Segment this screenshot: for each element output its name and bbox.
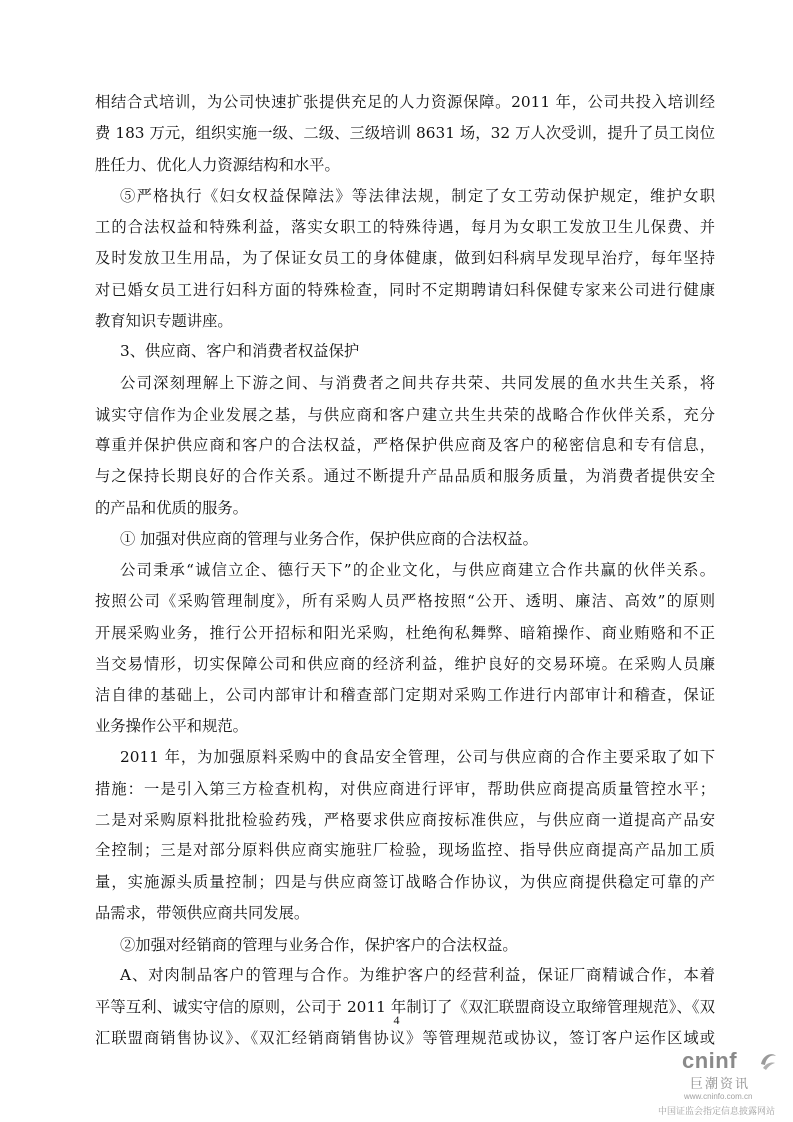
text-line: 开展采购业务，推行公开招标和阳光采购，杜绝徇私舞弊、暗箱操作、商业贿赂和不正: [95, 624, 715, 642]
text-line: 汇联盟商销售协议》、《双汇经销商销售协议》等管理规范或协议，签订客户运作区域或: [95, 1029, 715, 1047]
cninfo-footer-text: 中国证监会指定信息披露网站: [658, 1107, 776, 1117]
cninfo-logo-cn: 巨潮资讯: [690, 1077, 751, 1092]
text-line: 当交易情形，切实保障公司和供应商的经济利益，维护良好的交易环境。在采购人员廉: [95, 655, 715, 673]
text-line: 费 183 万元，组织实施一级、二级、三级培训 8631 场，32 万人次受训，提升了员工岗位: [95, 124, 715, 142]
text-line: 全控制；三是对部分原料供应商实施驻厂检验，现场监控、指导供应商提高产品加工质: [95, 841, 715, 859]
text-line: 诚实守信作为企业发展之基，与供应商和客户建立共生共荣的战略合作伙伴关系，充分: [95, 406, 715, 424]
text-line: 按照公司《采购管理制度》，所有采购人员严格按照“公开、透明、廉洁、高效”的原则: [95, 592, 715, 610]
text-line: 公司秉承“诚信立企、德行天下”的企业文化，与供应商建立合作共赢的伙伴关系。: [120, 561, 715, 579]
text-line: 的产品和优质的服务。: [95, 499, 248, 517]
text-line: 教育知识专题讲座。: [95, 312, 233, 330]
page-number: 4: [393, 1013, 400, 1027]
text-line: 与之保持长期良好的合作关系。通过不断提升产品品质和服务质量，为消费者提供安全: [95, 467, 715, 485]
text-line: 量，实施源头质量控制；四是与供应商签订战略合作协议，为供应商提供稳定可靠的产: [95, 873, 715, 891]
text-line: 及时发放卫生用品，为了保证女员工的身体健康，做到妇科病早发现早治疗，每年坚持: [95, 249, 715, 267]
cninfo-logo-text: cninf: [682, 1048, 738, 1073]
text-line: 2011 年，为加强原料采购中的食品安全管理，公司与供应商的合作主要采取了如下: [120, 748, 715, 766]
text-line: 二是对采购原料批批检验药残，严格要求供应商按标准供应，与供应商一道提高产品安: [95, 811, 715, 829]
text-line: 业务操作公平和规范。: [95, 717, 248, 735]
cninfo-url: www.cninfo.com.cn: [684, 1092, 753, 1101]
text-line: 胜任力、优化人力资源结构和水平。: [95, 156, 340, 174]
text-line: 公司深刻理解上下游之间、与消费者之间共存共荣、共同发展的鱼水共生关系，将: [120, 374, 715, 392]
cninfo-watermark: [658, 1048, 782, 1118]
cninfo-logo-icon: [758, 1050, 778, 1072]
text-line: A、对肉制品客户的管理与合作。为维护客户的经营利益，保证厂商精诚合作，本着: [120, 966, 715, 984]
text-line: 尊重并保护供应商和客户的合法权益，严格保护供应商及客户的秘密信息和专有信息，: [95, 436, 715, 454]
text-line: 工的合法权益和特殊利益，落实女职工的特殊待遇，每月为女职工发放卫生儿保费、并: [95, 218, 715, 236]
text-line: 洁自律的基础上，公司内部审计和稽查部门定期对采购工作进行内部审计和稽查，保证: [95, 686, 715, 704]
text-line: 平等互利、诚实守信的原则，公司于 2011 年制订了《双汇联盟商设立取缔管理规范》、《双: [95, 998, 715, 1016]
text-line: 对已婚女员工进行妇科方面的特殊检查，同时不定期聘请妇科保健专家来公司进行健康: [95, 281, 715, 299]
text-line: 措施：一是引入第三方检查机构，对供应商进行评审，帮助供应商提高质量管控水平；: [95, 780, 715, 798]
sub-heading: ②加强对经销商的管理与业务合作，保护客户的合法权益。: [120, 936, 518, 954]
text-line: 相结合式培训，为公司快速扩张提供充足的人力资源保障。2011 年，公司共投入培训经: [95, 93, 715, 111]
sub-heading: ① 加强对供应商的管理与业务合作，保护供应商的合法权益。: [120, 530, 538, 548]
text-line: 品需求，带领供应商共同发展。: [95, 904, 310, 922]
section-heading: 3、供应商、客户和消费者权益保护: [120, 342, 360, 360]
text-line: ⑤严格执行《妇女权益保障法》等法律法规，制定了女工劳动保护规定，维护女职: [120, 187, 715, 205]
